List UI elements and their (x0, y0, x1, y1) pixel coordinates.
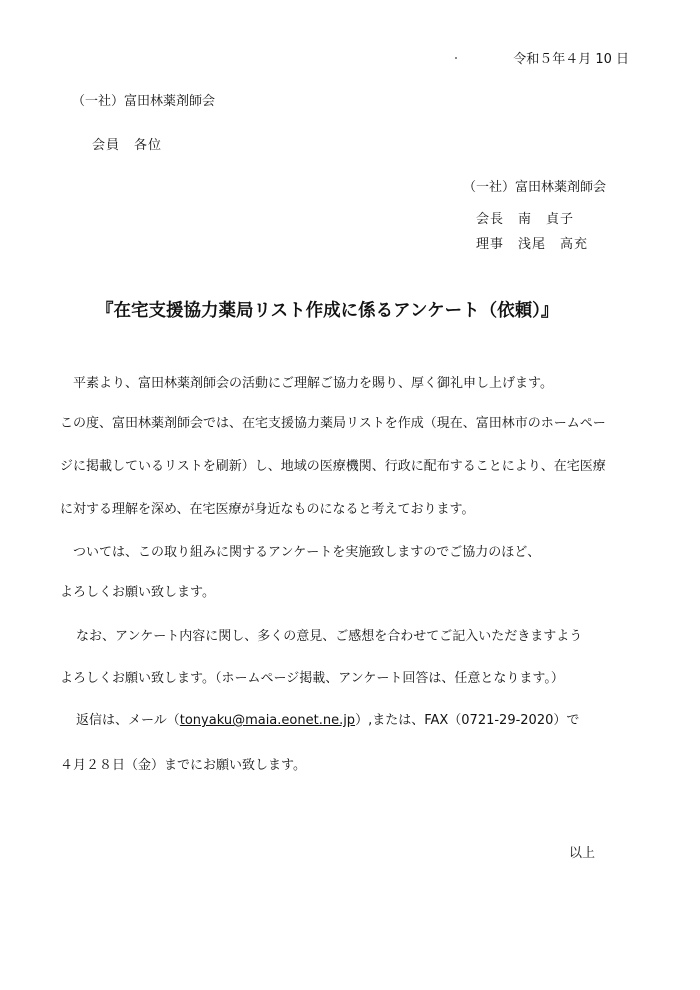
body-line: この度、富田林薬剤師会では、在宅支援協力薬局リストを作成（現在、富田林市のホームペー (60, 416, 606, 431)
body-line-reply (76, 714, 579, 727)
reply-prefix: 返信は、メール（ (76, 713, 180, 728)
sender-organization: （一社）富田林薬剤師会 (463, 180, 607, 195)
body-line: ジに掲載しているリストを刷新）し、地域の医療機関、行政に配布することにより、在宅医療 (60, 459, 606, 474)
sender-chair: 会長 南 貞子 (476, 212, 575, 227)
body-line: よろしくお願い致します。（ホームページ掲載、アンケート回答は、任意となります。） (60, 671, 564, 686)
reply-suffix: ）,または、FAX（0721-29-2020）で (355, 713, 580, 728)
closing-mark: 以上 (569, 846, 596, 861)
body-line: よろしくお願い致します。 (60, 585, 215, 600)
body-line: に対する理解を深め、在宅医療が身近なものになると考えております。 (60, 502, 475, 517)
recipient-members: 会員 各位 (92, 138, 163, 153)
recipient-organization: （一社）富田林薬剤師会 (72, 94, 216, 109)
document-date: 令和５年４月 10 日 (513, 52, 629, 67)
body-line-deadline: ４月２８日（金）までにお願い致します。 (60, 758, 306, 773)
document-title: 『在宅支援協力薬局リスト作成に係るアンケート（依頼）』 (96, 301, 559, 321)
sender-director: 理事 浅尾 高充 (476, 237, 589, 252)
body-line: なお、アンケート内容に関し、多くの意見、ご感想を合わせてご記入いただきますよう (76, 629, 583, 644)
body-line-greeting: 平素より、富田林薬剤師会の活動にご理解ご協力を賜り、厚く御礼申し上げます。 (73, 376, 553, 391)
body-line: ついては、この取り組みに関するアンケートを実施致しますのでご協力のほど、 (73, 545, 541, 560)
scan-speck (455, 57, 457, 59)
email-link[interactable]: tonyaku@maia.eonet.ne.jp (179, 713, 356, 728)
